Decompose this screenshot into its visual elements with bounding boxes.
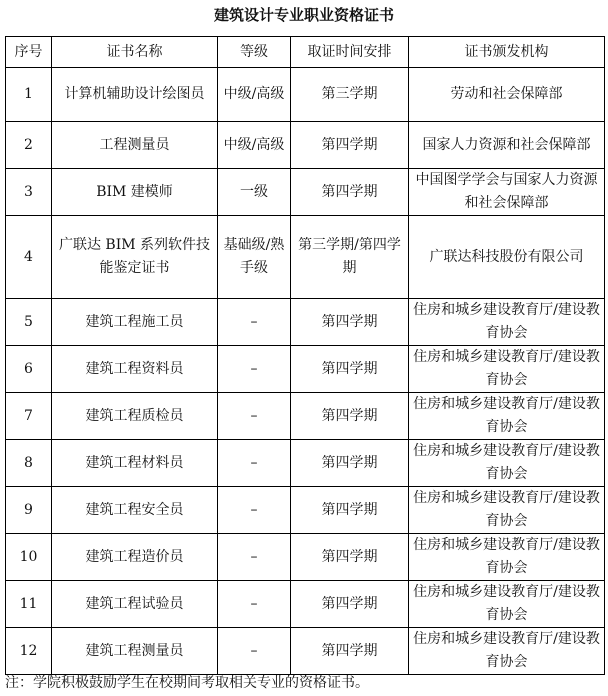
cell-name: 建筑工程质检员 [52,393,218,440]
cell-no: 1 [6,68,52,122]
table-row [6,216,605,299]
cell-time: 第四学期 [291,299,409,346]
cell-time: 第四学期 [291,534,409,581]
table-row [6,299,605,346]
cell-level: 一级 [218,169,291,216]
cell-level: – [218,393,291,440]
cell-no: 7 [6,393,52,440]
cell-issuer: 广联达科技股份有限公司 [409,216,605,299]
cell-issuer: 住房和城乡建设教育厅/建设教育协会 [409,393,605,440]
cell-name: 建筑工程材料员 [52,440,218,487]
table-row [6,581,605,628]
cell-name: 建筑工程安全员 [52,487,218,534]
cell-issuer: 劳动和社会保障部 [409,68,605,122]
cell-time: 第四学期 [291,628,409,675]
cell-no: 11 [6,581,52,628]
cell-time: 第三学期 [291,68,409,122]
cell-level: – [218,346,291,393]
cell-level: 中级/高级 [218,122,291,169]
cell-issuer: 住房和城乡建设教育厅/建设教育协会 [409,581,605,628]
table-row [6,169,605,216]
table-row [6,122,605,169]
cell-issuer: 住房和城乡建设教育厅/建设教育协会 [409,487,605,534]
cell-no: 6 [6,346,52,393]
cell-level: – [218,534,291,581]
cell-issuer: 中国图学学会与国家人力资源和社会保障部 [409,169,605,216]
cell-issuer: 住房和城乡建设教育厅/建设教育协会 [409,628,605,675]
cell-level: – [218,299,291,346]
cell-name: 建筑工程造价员 [52,534,218,581]
header-issuer: 证书颁发机构 [409,37,605,68]
cell-no: 4 [6,216,52,299]
cell-level: – [218,628,291,675]
table-row [6,393,605,440]
cell-name: 建筑工程资料员 [52,346,218,393]
cell-time: 第三学期/第四学期 [291,216,409,299]
cell-name: 建筑工程测量员 [52,628,218,675]
cell-no: 9 [6,487,52,534]
cell-name: 计算机辅助设计绘图员 [52,68,218,122]
cell-time: 第四学期 [291,122,409,169]
cell-no: 8 [6,440,52,487]
footnote: 注：学院积极鼓励学生在校期间考取相关专业的资格证书。 [5,675,369,691]
cell-level: 基础级/熟手级 [218,216,291,299]
cell-level: 中级/高级 [218,68,291,122]
table-row [6,487,605,534]
table-row [6,68,605,122]
certificate-table [5,36,605,675]
cell-no: 12 [6,628,52,675]
table-row [6,534,605,581]
header-no: 序号 [6,37,52,68]
cell-time: 第四学期 [291,487,409,534]
header-name: 证书名称 [52,37,218,68]
header-time: 取证时间安排 [291,37,409,68]
cell-issuer: 住房和城乡建设教育厅/建设教育协会 [409,534,605,581]
cell-no: 3 [6,169,52,216]
cell-time: 第四学期 [291,346,409,393]
page-title: 建筑设计专业职业资格证书 [213,6,394,24]
table-row [6,440,605,487]
cell-name: BIM 建模师 [52,169,218,216]
table-row [6,346,605,393]
table-header-row [6,37,605,68]
cell-name: 建筑工程施工员 [52,299,218,346]
table-row [6,628,605,675]
cell-time: 第四学期 [291,440,409,487]
cell-no: 10 [6,534,52,581]
cell-name: 广联达 BIM 系列软件技能鉴定证书 [52,216,218,299]
cell-time: 第四学期 [291,393,409,440]
cell-name: 建筑工程试验员 [52,581,218,628]
cell-issuer: 住房和城乡建设教育厅/建设教育协会 [409,346,605,393]
cell-issuer: 住房和城乡建设教育厅/建设教育协会 [409,299,605,346]
cell-issuer: 国家人力资源和社会保障部 [409,122,605,169]
header-level: 等级 [218,37,291,68]
cell-no: 5 [6,299,52,346]
cell-time: 第四学期 [291,169,409,216]
cell-level: – [218,440,291,487]
cell-level: – [218,487,291,534]
cell-issuer: 住房和城乡建设教育厅/建设教育协会 [409,440,605,487]
cell-no: 2 [6,122,52,169]
cell-time: 第四学期 [291,581,409,628]
cell-level: – [218,581,291,628]
cell-name: 工程测量员 [52,122,218,169]
